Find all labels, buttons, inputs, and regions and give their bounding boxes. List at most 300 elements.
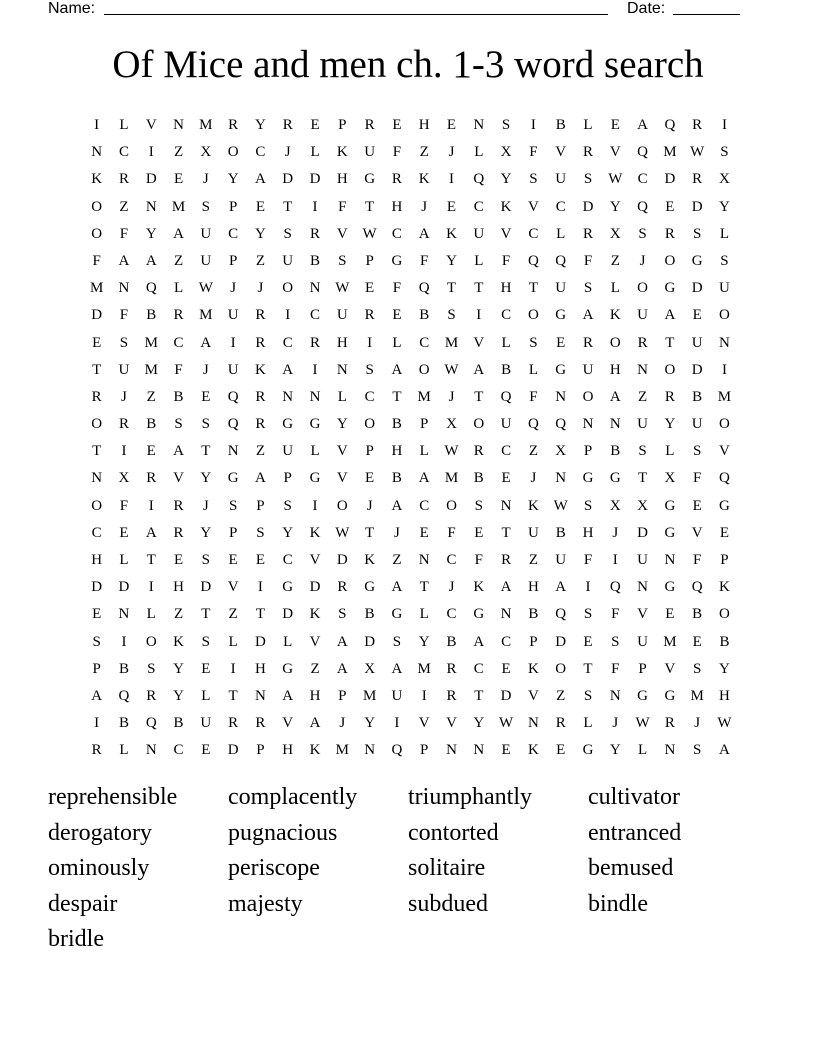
grid-letter: P: [228, 198, 238, 215]
grid-letter: K: [364, 552, 376, 568]
grid-letter: Y: [500, 171, 512, 188]
grid-letter: B: [501, 361, 512, 378]
grid-letter: L: [528, 361, 538, 378]
grid-letter: H: [309, 687, 321, 704]
grid-letter: A: [473, 361, 485, 378]
grid-letter: G: [664, 579, 676, 596]
grid-letter: Z: [173, 144, 184, 161]
grid-letter: O: [91, 416, 103, 433]
grid-letter: U: [391, 687, 403, 704]
grid-letter: T: [255, 606, 266, 623]
grid-letter: E: [692, 497, 702, 514]
grid-letter: Z: [228, 606, 238, 623]
grid-letter: G: [282, 416, 294, 433]
grid-letter: L: [419, 606, 429, 623]
word-list-item: periscope: [228, 855, 320, 882]
grid-letter: L: [310, 443, 320, 460]
word-list-item: despair: [48, 890, 118, 917]
grid-letter: S: [119, 334, 129, 351]
grid-letter: A: [255, 171, 266, 188]
grid-letter: J: [121, 388, 127, 405]
grid-letter: X: [555, 443, 567, 460]
grid-letter: J: [612, 715, 619, 732]
word-list-item: complacently: [228, 784, 358, 810]
grid-letter: K: [309, 742, 321, 759]
grid-letter: A: [391, 579, 403, 596]
grid-letter: P: [92, 660, 101, 677]
grid-letter: G: [555, 307, 567, 324]
grid-letter: U: [473, 225, 485, 242]
grid-letter: Q: [555, 252, 567, 269]
grid-letter: N: [527, 715, 539, 732]
grid-letter: C: [528, 225, 539, 242]
grid-letter: E: [365, 280, 375, 297]
grid-letter: N: [118, 280, 130, 297]
grid-letter: A: [173, 443, 184, 460]
grid-letter: Y: [664, 416, 676, 433]
grid-letter: E: [146, 443, 156, 460]
grid-letter: A: [145, 524, 157, 541]
grid-letter: Q: [527, 252, 539, 269]
grid-letter: Q: [391, 742, 403, 759]
grid-letter: N: [145, 198, 157, 215]
grid-letter: D: [118, 579, 130, 596]
word-list-item: bemused: [588, 855, 674, 882]
grid-letter: V: [446, 715, 457, 732]
word-list-item: triumphantly: [408, 784, 532, 810]
grid-letter: T: [228, 687, 238, 704]
grid-letter: R: [582, 334, 593, 351]
grid-letter: U: [555, 280, 567, 297]
grid-letter: R: [118, 171, 129, 188]
grid-letter: W: [444, 443, 459, 460]
grid-letter: J: [530, 470, 537, 487]
grid-row: [83, 440, 738, 467]
grid-letter: G: [719, 497, 730, 514]
grid-letter: B: [391, 470, 402, 487]
grid-letter: R: [337, 579, 348, 596]
grid-letter: O: [446, 497, 457, 514]
grid-letter: N: [582, 416, 594, 433]
grid-letter: M: [362, 687, 377, 704]
grid-row: [83, 712, 738, 739]
grid-letter: E: [201, 660, 211, 677]
grid-letter: G: [282, 660, 294, 677]
grid-letter: L: [146, 606, 156, 623]
grid-letter: O: [719, 307, 730, 324]
grid-letter: X: [364, 660, 376, 677]
grid-letter: F: [501, 252, 511, 269]
grid-letter: I: [612, 552, 618, 568]
grid-letter: B: [310, 252, 321, 269]
grid-letter: V: [336, 225, 348, 242]
grid-letter: F: [529, 144, 538, 161]
grid-letter: V: [691, 524, 703, 541]
grid-letter: R: [582, 144, 593, 161]
grid-letter: S: [693, 443, 702, 460]
grid-letter: Y: [418, 633, 430, 650]
grid-letter: C: [446, 552, 457, 568]
grid-letter: Z: [528, 552, 538, 568]
grid-letter: U: [691, 334, 703, 351]
header: [48, 0, 748, 20]
grid-letter: S: [720, 252, 729, 269]
grid-letter: D: [200, 579, 212, 596]
grid-letter: H: [582, 524, 594, 541]
grid-letter: S: [201, 198, 210, 215]
grid-letter: R: [146, 687, 157, 704]
grid-row: [83, 495, 738, 522]
grid-letter: B: [528, 606, 539, 623]
grid-letter: I: [449, 171, 454, 188]
grid-letter: Q: [227, 388, 239, 405]
grid-letter: S: [583, 687, 593, 704]
grid-letter: D: [500, 687, 512, 704]
grid-letter: I: [121, 443, 127, 460]
grid-letter: D: [664, 171, 676, 188]
grid-letter: J: [393, 524, 400, 541]
grid-letter: X: [200, 144, 212, 161]
grid-letter: C: [555, 198, 566, 215]
grid-letter: I: [94, 117, 100, 133]
grid-letter: X: [500, 144, 512, 161]
grid-row: [83, 168, 738, 195]
grid-row: [83, 141, 738, 168]
grid-letter: B: [555, 117, 566, 133]
grid-letter: G: [582, 742, 594, 759]
grid-letter: Y: [173, 687, 184, 704]
grid-letter: T: [474, 388, 484, 405]
grid-row: [83, 359, 738, 386]
grid-letter: Y: [200, 524, 212, 541]
grid-letter: F: [583, 252, 593, 269]
grid-letter: M: [144, 361, 158, 378]
grid-letter: G: [227, 470, 239, 487]
grid-letter: U: [118, 361, 130, 378]
grid-letter: I: [421, 687, 427, 704]
grid-letter: Q: [555, 606, 567, 623]
grid-letter: Z: [255, 443, 266, 460]
grid-letter: N: [473, 117, 485, 133]
grid-letter: N: [418, 552, 430, 568]
grid-letter: Y: [336, 416, 348, 433]
grid-letter: E: [692, 307, 702, 324]
grid-letter: G: [664, 524, 676, 541]
grid-letter: D: [555, 633, 567, 650]
grid-letter: O: [91, 198, 103, 215]
grid-letter: X: [719, 171, 730, 188]
grid-letter: S: [529, 171, 538, 188]
grid-letter: G: [391, 252, 403, 269]
grid-letter: W: [335, 524, 350, 541]
grid-letter: A: [391, 660, 403, 677]
grid-letter: N: [609, 416, 621, 433]
grid-letter: I: [585, 579, 591, 596]
grid-letter: Z: [392, 552, 402, 568]
grid-letter: E: [665, 606, 675, 623]
grid-letter: I: [148, 144, 154, 161]
grid-letter: U: [691, 416, 703, 433]
grid-letter: J: [284, 144, 291, 161]
grid-letter: S: [720, 144, 729, 161]
grid-row: [83, 196, 738, 223]
grid-letter: A: [336, 660, 348, 677]
grid-letter: M: [690, 687, 704, 704]
grid-letter: Y: [473, 715, 485, 732]
grid-letter: V: [637, 606, 648, 623]
grid-letter: Z: [556, 687, 566, 704]
grid-letter: A: [336, 633, 348, 650]
grid-row: [83, 223, 738, 250]
grid-letter: E: [228, 552, 238, 568]
grid-row: [83, 467, 738, 494]
grid-letter: V: [173, 470, 184, 487]
grid-letter: K: [609, 307, 621, 324]
grid-letter: K: [309, 606, 321, 623]
grid-letter: F: [474, 552, 483, 568]
grid-letter: N: [282, 388, 294, 405]
grid-letter: R: [255, 388, 266, 405]
letter-grid: [83, 114, 738, 767]
grid-row: [83, 631, 738, 658]
grid-letter: S: [583, 171, 593, 188]
grid-letter: C: [637, 171, 648, 188]
grid-letter: I: [312, 497, 318, 514]
grid-letter: P: [365, 443, 374, 460]
grid-letter: C: [473, 660, 484, 677]
grid-letter: P: [283, 470, 292, 487]
grid-letter: D: [145, 171, 157, 188]
grid-letter: V: [309, 552, 321, 568]
grid-letter: R: [228, 715, 239, 732]
word-list-item: bindle: [588, 890, 648, 917]
grid-letter: I: [148, 579, 154, 596]
grid-letter: W: [553, 497, 568, 514]
grid-letter: M: [663, 144, 677, 161]
grid-letter: U: [555, 552, 567, 568]
grid-letter: F: [447, 524, 456, 541]
grid-letter: I: [121, 633, 127, 650]
grid-letter: Q: [637, 198, 648, 215]
grid-letter: N: [173, 117, 184, 133]
grid-letter: V: [227, 579, 239, 596]
grid-letter: S: [283, 497, 292, 514]
grid-letter: B: [692, 388, 703, 405]
grid-letter: I: [394, 715, 400, 732]
grid-letter: J: [448, 388, 455, 405]
grid-letter: S: [147, 660, 156, 677]
grid-letter: K: [527, 497, 539, 514]
grid-letter: Z: [173, 606, 184, 623]
grid-letter: C: [173, 334, 184, 351]
grid-letter: U: [227, 361, 239, 378]
grid-letter: R: [501, 552, 512, 568]
grid-letter: Z: [146, 388, 156, 405]
grid-letter: S: [501, 117, 511, 133]
grid-letter: S: [583, 280, 593, 297]
grid-letter: R: [255, 416, 266, 433]
grid-letter: H: [719, 687, 730, 704]
grid-letter: V: [664, 660, 676, 677]
grid-letter: N: [500, 497, 512, 514]
grid-letter: K: [719, 579, 730, 596]
grid-letter: B: [391, 416, 402, 433]
grid-letter: Q: [719, 470, 730, 487]
grid-letter: V: [418, 715, 430, 732]
grid-letter: V: [282, 715, 294, 732]
grid-letter: X: [637, 497, 648, 514]
grid-letter: A: [555, 579, 567, 596]
grid-letter: S: [447, 307, 456, 324]
grid-letter: R: [664, 225, 675, 242]
grid-letter: T: [201, 443, 211, 460]
grid-letter: A: [118, 252, 130, 269]
grid-letter: R: [446, 687, 457, 704]
grid-letter: U: [555, 171, 567, 188]
grid-letter: K: [309, 524, 321, 541]
grid-letter: N: [91, 144, 103, 161]
grid-letter: L: [119, 742, 129, 759]
grid-letter: Y: [145, 225, 157, 242]
grid-letter: M: [663, 633, 677, 650]
grid-letter: W: [198, 280, 213, 297]
grid-letter: R: [692, 171, 703, 188]
grid-letter: Y: [609, 198, 621, 215]
grid-letter: O: [91, 497, 103, 514]
grid-letter: R: [91, 388, 102, 405]
grid-letter: G: [637, 687, 648, 704]
grid-letter: N: [118, 606, 130, 623]
date-label: Date:: [627, 0, 666, 17]
grid-letter: S: [201, 552, 210, 568]
grid-letter: P: [529, 633, 538, 650]
grid-letter: R: [173, 524, 184, 541]
grid-letter: O: [473, 416, 485, 433]
grid-letter: K: [500, 198, 512, 215]
grid-letter: P: [365, 252, 374, 269]
grid-letter: Z: [255, 252, 266, 269]
name-blank-line: [104, 14, 608, 15]
grid-letter: H: [336, 334, 348, 351]
grid-letter: A: [637, 117, 648, 133]
word-list-item: entranced: [588, 819, 682, 846]
grid-letter: D: [255, 633, 266, 650]
grid-letter: E: [201, 388, 211, 405]
grid-letter: L: [638, 742, 648, 759]
grid-letter: D: [309, 579, 321, 596]
grid-letter: D: [691, 198, 703, 215]
grid-letter: R: [692, 117, 703, 133]
grid-letter: Z: [610, 252, 620, 269]
grid-letter: Y: [227, 171, 239, 188]
grid-letter: W: [335, 280, 350, 297]
grid-letter: A: [255, 470, 266, 487]
grid-letter: W: [635, 715, 650, 732]
grid-letter: S: [611, 633, 620, 650]
grid-letter: U: [637, 416, 648, 433]
grid-letter: I: [312, 198, 318, 215]
grid-letter: S: [474, 497, 483, 514]
grid-letter: E: [92, 606, 102, 623]
grid-letter: E: [719, 524, 730, 541]
grid-letter: C: [501, 443, 512, 460]
grid-letter: M: [171, 198, 186, 215]
grid-letter: X: [609, 225, 621, 242]
grid-letter: C: [228, 225, 239, 242]
grid-letter: F: [392, 144, 402, 161]
grid-letter: N: [500, 606, 512, 623]
grid-letter: G: [282, 579, 294, 596]
grid-letter: J: [639, 252, 646, 269]
grid-letter: O: [555, 660, 567, 677]
grid-letter: E: [92, 334, 102, 351]
grid-letter: B: [419, 307, 430, 324]
grid-letter: P: [420, 742, 429, 759]
grid-letter: B: [473, 470, 484, 487]
grid-letter: E: [556, 334, 566, 351]
grid-letter: G: [609, 470, 621, 487]
grid-letter: T: [365, 524, 375, 541]
grid-letter: H: [91, 552, 103, 568]
grid-letter: B: [555, 524, 566, 541]
grid-letter: A: [282, 687, 294, 704]
grid-letter: N: [309, 388, 321, 405]
grid-letter: I: [230, 334, 236, 351]
grid-letter: H: [391, 198, 403, 215]
grid-letter: S: [583, 497, 593, 514]
grid-letter: P: [583, 443, 593, 460]
grid-letter: D: [364, 633, 376, 650]
grid-letter: I: [721, 117, 727, 133]
grid-letter: Q: [500, 388, 512, 405]
grid-letter: T: [392, 388, 402, 405]
grid-row: [83, 522, 738, 549]
grid-letter: N: [664, 742, 676, 759]
grid-letter: R: [391, 171, 402, 188]
grid-letter: M: [444, 470, 459, 487]
grid-letter: J: [230, 280, 237, 297]
grid-letter: U: [282, 252, 294, 269]
grid-letter: T: [528, 280, 538, 297]
grid-letter: U: [200, 252, 212, 269]
grid-letter: N: [719, 334, 730, 351]
grid-letter: E: [583, 633, 593, 650]
grid-letter: L: [419, 443, 429, 460]
grid-letter: D: [282, 606, 294, 623]
word-list-item: ominously: [48, 855, 150, 882]
grid-letter: R: [310, 225, 321, 242]
grid-letter: N: [145, 742, 157, 759]
grid-letter: E: [610, 117, 620, 133]
grid-letter: U: [282, 443, 294, 460]
grid-letter: X: [118, 470, 130, 487]
grid-letter: P: [256, 497, 265, 514]
grid-letter: A: [145, 252, 157, 269]
grid-letter: F: [611, 606, 620, 623]
grid-letter: U: [364, 144, 376, 161]
grid-letter: O: [145, 633, 157, 650]
grid-letter: D: [637, 524, 648, 541]
grid-letter: V: [309, 633, 321, 650]
grid-letter: R: [446, 660, 457, 677]
grid-letter: X: [664, 470, 676, 487]
grid-letter: I: [312, 361, 318, 378]
grid-letter: W: [444, 361, 459, 378]
grid-letter: Q: [473, 171, 485, 188]
grid-letter: R: [664, 388, 675, 405]
grid-letter: L: [501, 334, 511, 351]
grid-letter: D: [282, 171, 294, 188]
